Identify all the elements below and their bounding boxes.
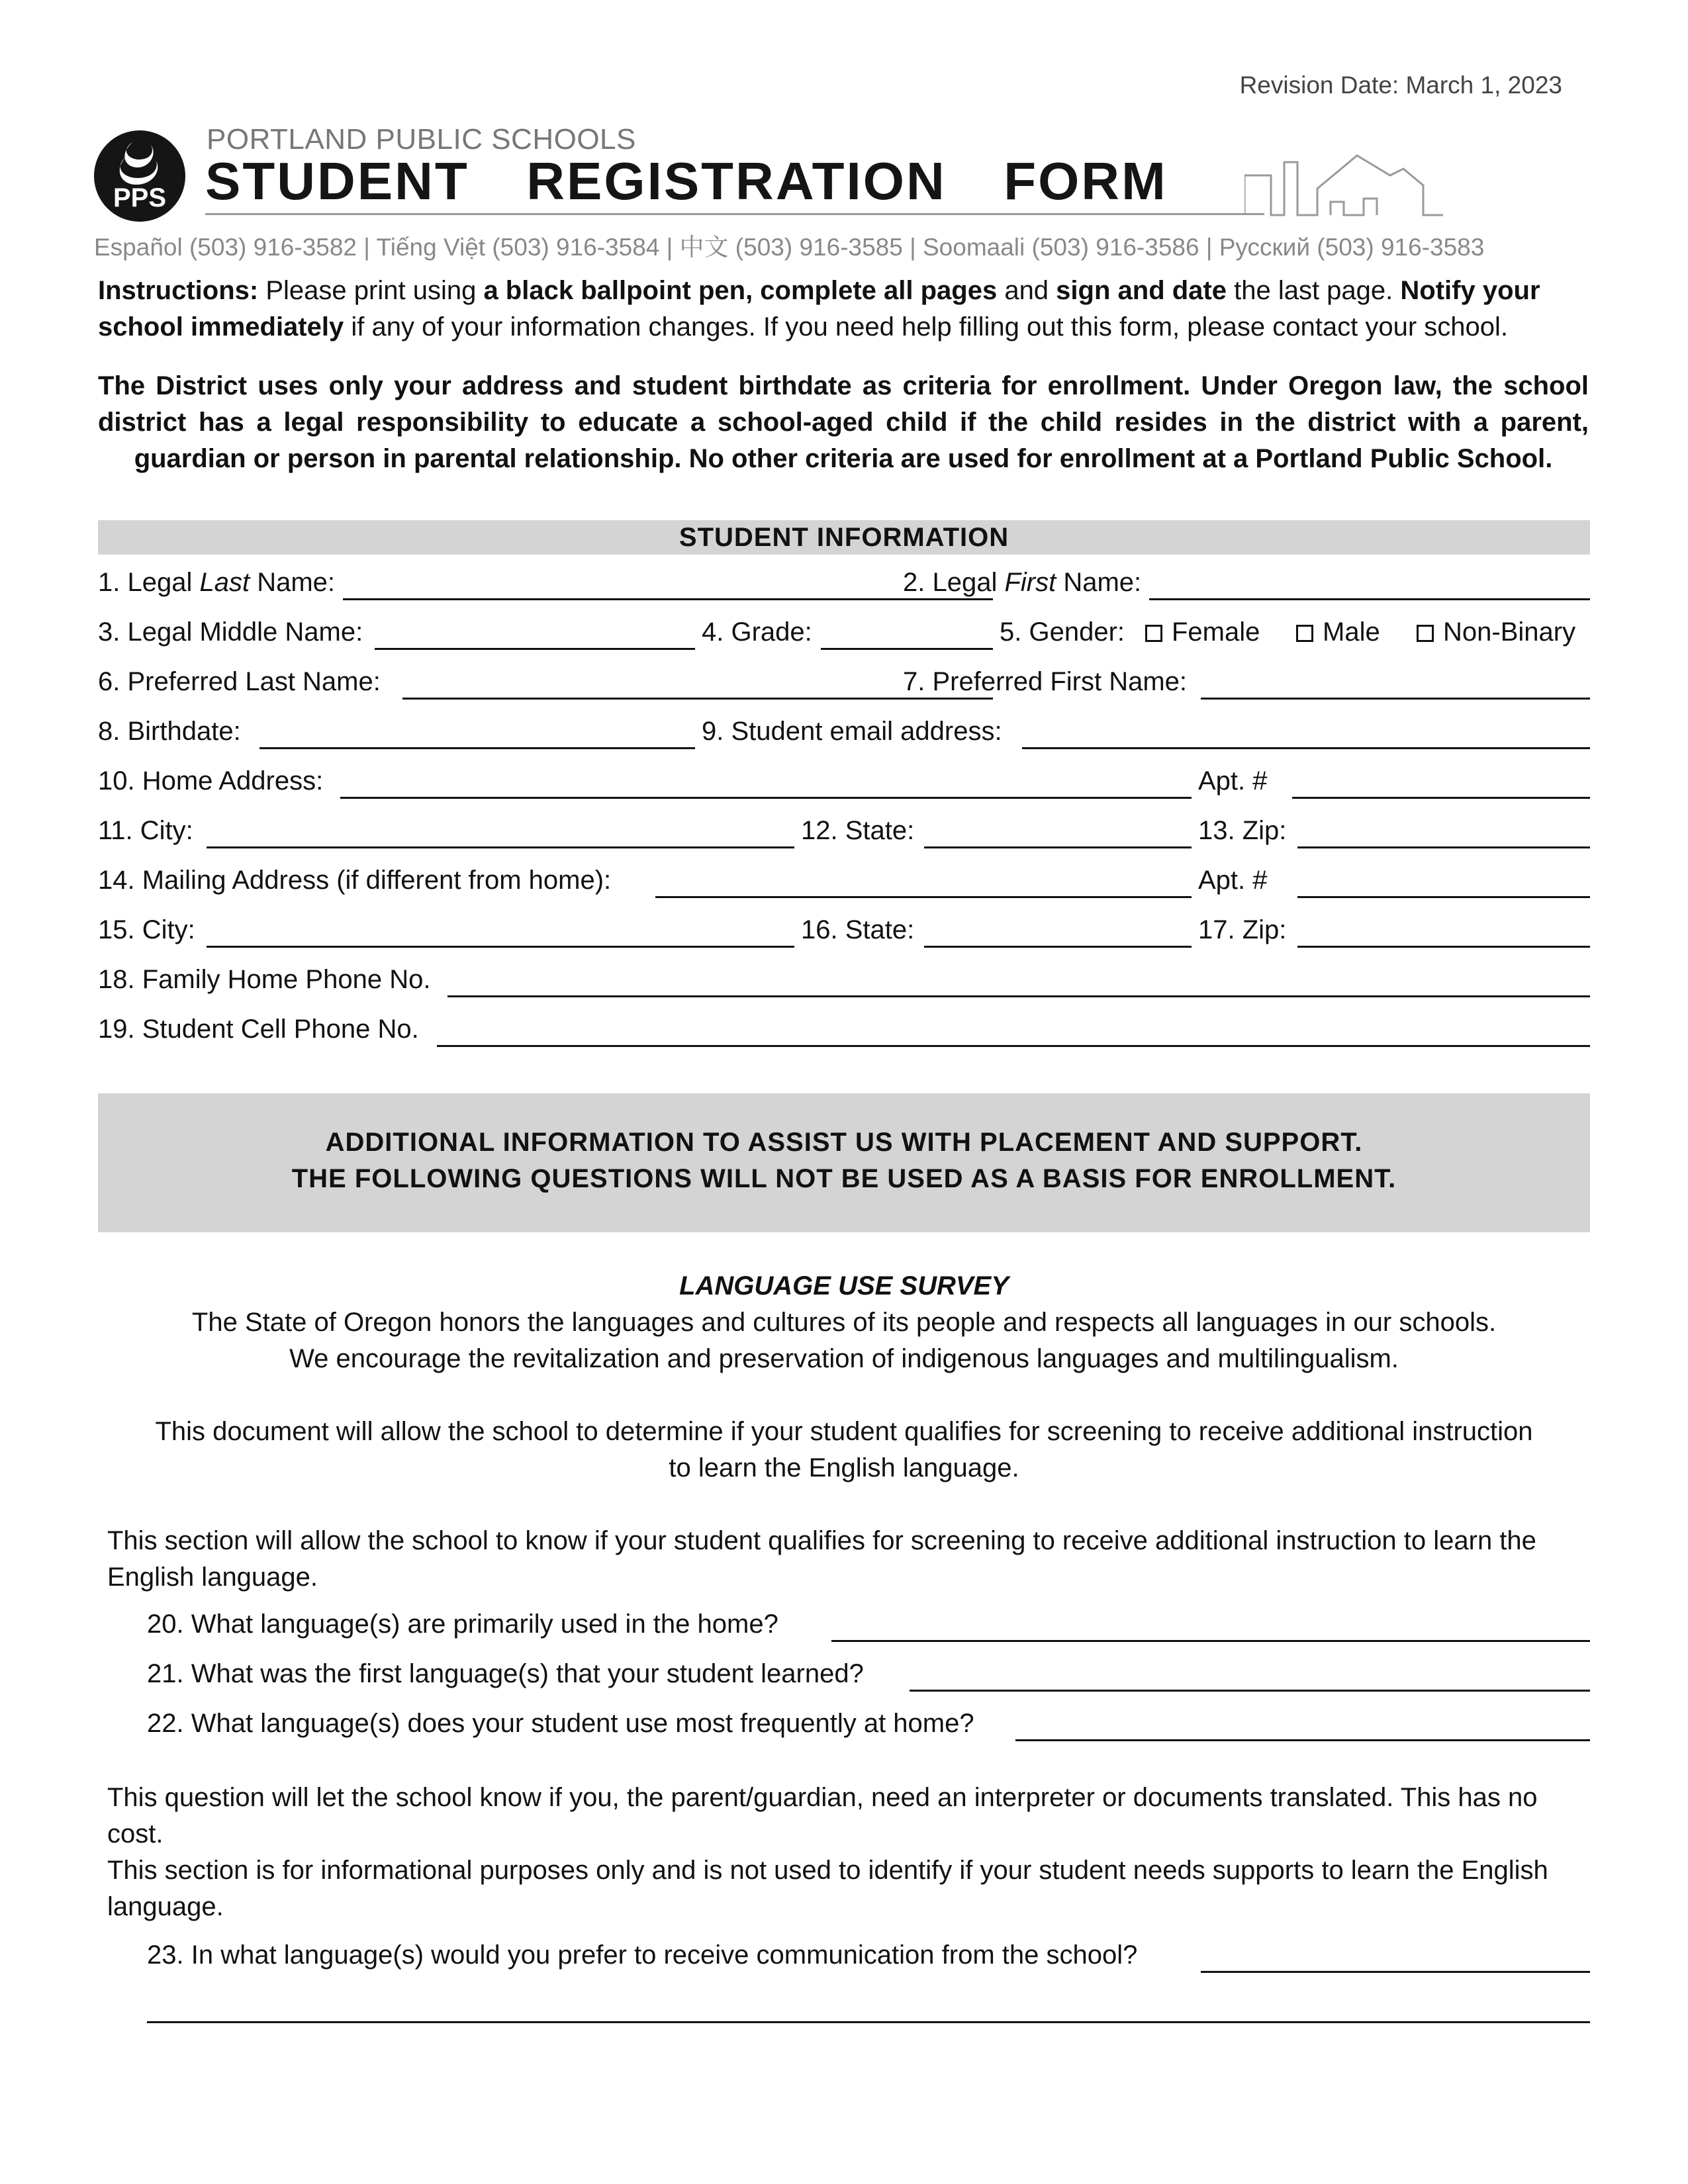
home-address-label: 10. Home Address:	[98, 766, 324, 796]
mailing-address-field[interactable]	[655, 896, 1192, 898]
instructions-text: and	[997, 276, 1056, 305]
q22-answer-field[interactable]	[1015, 1739, 1590, 1741]
checkbox-icon[interactable]	[1417, 625, 1434, 642]
language-phone-lines: Español (503) 916-3582 | Tiếng Việt (503) 916-3584 | 中文 (503) 916-3585 | Soomaali (503) 916-3586 | Русский (503) 916-3583	[94, 234, 1485, 261]
student-cell-phone-field[interactable]	[437, 1045, 1590, 1047]
row-mailing-address	[98, 866, 1590, 903]
org-name: PORTLAND PUBLIC SCHOOLS	[207, 123, 636, 156]
row-q20	[98, 1610, 1590, 1647]
logo-text: PPS	[113, 183, 167, 212]
home-zip-field[interactable]	[1297, 846, 1590, 848]
student-email-field[interactable]	[1022, 747, 1590, 749]
survey-intro-line-2: We encourage the revitalization and preservation of indigenous languages and multilingualism.	[289, 1344, 1399, 1373]
row-home-address	[98, 766, 1590, 803]
page-title: STUDENT REGISTRATION FORM	[205, 152, 1168, 210]
row-q23	[98, 1940, 1590, 1978]
mailing-apt-field[interactable]	[1297, 896, 1590, 898]
row-home-phone	[98, 965, 1590, 1002]
grade-field[interactable]	[821, 648, 993, 650]
checkbox-icon[interactable]	[1296, 625, 1313, 642]
mailing-apt-label: Apt. #	[1198, 866, 1268, 895]
gender-nonbinary-option[interactable]: Non-Binary	[1417, 617, 1575, 647]
instructions-label: Instructions:	[98, 276, 259, 305]
instructions-text: the last page.	[1226, 276, 1401, 305]
instructions-text: if any of your information changes. If you need help filling out this form, please contact your school.	[344, 312, 1508, 341]
enrollment-criteria-paragraph: The District uses only your address and student birthdate as criteria for enrollment. Under Oregon law, the school district has a legal responsibility to educate a school-aged child if the child resides in the district with a parent, guardian or person in parental relationship. No other criteria are used for enrollment at a Portland Public School.	[98, 371, 1589, 473]
q20-answer-field[interactable]	[831, 1640, 1590, 1642]
row-mailing-city-state-zip	[98, 915, 1590, 952]
document-purpose-line-2: to learn the English language.	[669, 1453, 1019, 1482]
birthdate-label: 8. Birthdate:	[98, 717, 241, 746]
row-preferred-names	[98, 667, 1590, 704]
instructions-emphasis: Notify your school immediately	[98, 276, 1540, 341]
legal-last-name-field[interactable]	[343, 598, 993, 600]
gender-label: 5. Gender:	[1000, 617, 1125, 647]
q23-answer-field-continued[interactable]	[147, 2021, 1590, 2023]
additional-info-line-2: THE FOLLOWING QUESTIONS WILL NOT BE USED AS A BASIS FOR ENROLLMENT.	[291, 1164, 1397, 1193]
row-q23-continued	[98, 1991, 1590, 2028]
preferred-last-name-label: 6. Preferred Last Name:	[98, 667, 381, 696]
legal-first-name-label: 2. Legal First Name:	[900, 568, 1144, 598]
birthdate-field[interactable]	[259, 747, 695, 749]
city-skyline-icon	[1244, 149, 1509, 228]
additional-info-banner	[98, 1093, 1590, 1232]
row-middle-grade-gender	[98, 617, 1590, 655]
informational-note: This section is for informational purposes only and is not used to identify if your student needs supports to learn the English language.	[107, 1856, 1548, 1921]
revision-date: Revision Date: March 1, 2023	[1239, 71, 1562, 99]
instructions-text: Please print using	[258, 276, 484, 305]
row-q21	[98, 1659, 1590, 1696]
interpreter-note: This question will let the school know if you, the parent/guardian, need an interpreter or documents translated. This has no cost.	[107, 1783, 1538, 1848]
student-cell-phone-label: 19. Student Cell Phone No.	[98, 1015, 419, 1044]
home-city-label: 11. City:	[98, 816, 193, 845]
survey-intro-line-1: The State of Oregon honors the languages and cultures of its people and respects all languages in our schools.	[191, 1308, 1497, 1337]
language-survey-title: LANGUAGE USE SURVEY	[679, 1271, 1009, 1300]
q22-label: 22. What language(s) does your student use most frequently at home?	[147, 1709, 974, 1738]
preferred-first-name-label: 7. Preferred First Name:	[900, 667, 1190, 697]
mailing-zip-field[interactable]	[1297, 946, 1590, 948]
home-state-field[interactable]	[924, 846, 1192, 848]
home-city-field[interactable]	[207, 846, 794, 848]
mailing-city-label: 15. City:	[98, 915, 195, 944]
gender-male-option[interactable]: Male	[1296, 617, 1380, 647]
family-home-phone-label: 18. Family Home Phone No.	[98, 965, 431, 994]
row-names	[98, 568, 1590, 605]
pps-logo	[94, 130, 185, 222]
student-info-heading: STUDENT INFORMATION	[98, 520, 1590, 555]
document-purpose-line-1: This document will allow the school to determine if your student qualifies for screening to receive additional instruction	[155, 1417, 1533, 1446]
row-cell-phone	[98, 1015, 1590, 1052]
q21-answer-field[interactable]	[910, 1690, 1590, 1692]
additional-info-line-1: ADDITIONAL INFORMATION TO ASSIST US WITH PLACEMENT AND SUPPORT.	[325, 1128, 1363, 1157]
mailing-city-field[interactable]	[207, 946, 794, 948]
instructions-emphasis: a black ballpoint pen, complete all pages	[483, 276, 998, 305]
legal-last-name-label: 1. Legal Last Name:	[98, 568, 336, 597]
q21-label: 21. What was the first language(s) that your student learned?	[147, 1659, 864, 1688]
grade-label: 4. Grade:	[702, 617, 812, 647]
home-apt-label: Apt. #	[1198, 766, 1268, 796]
section-purpose-text: This section will allow the school to know if your student qualifies for screening to receive additional instruction to learn the English language.	[107, 1526, 1536, 1592]
home-zip-label: 13. Zip:	[1198, 816, 1287, 845]
row-home-city-state-zip	[98, 816, 1590, 853]
mailing-address-label: 14. Mailing Address (if different from home):	[98, 866, 612, 895]
preferred-last-name-field[interactable]	[402, 698, 993, 700]
row-birthdate-email	[98, 717, 1590, 754]
home-apt-field[interactable]	[1292, 797, 1590, 799]
title-rule	[205, 213, 1264, 215]
student-email-label: 9. Student email address:	[702, 717, 1002, 746]
checkbox-icon[interactable]	[1145, 625, 1162, 642]
middle-name-field[interactable]	[375, 648, 695, 650]
q23-label: 23. In what language(s) would you prefer to receive communication from the school?	[147, 1940, 1138, 1970]
q20-label: 20. What language(s) are primarily used in the home?	[147, 1610, 778, 1639]
row-q22	[98, 1709, 1590, 1746]
middle-name-label: 3. Legal Middle Name:	[98, 617, 363, 647]
home-state-label: 12. State:	[801, 816, 915, 845]
gender-female-option[interactable]: Female	[1145, 617, 1260, 647]
instructions-paragraph	[98, 273, 1589, 345]
instructions-emphasis: sign and date	[1056, 276, 1227, 305]
mailing-zip-label: 17. Zip:	[1198, 915, 1287, 944]
q23-answer-field[interactable]	[1201, 1971, 1590, 1973]
mailing-state-field[interactable]	[924, 946, 1192, 948]
home-address-field[interactable]	[340, 797, 1192, 799]
preferred-first-name-field[interactable]	[1201, 698, 1590, 700]
legal-first-name-field[interactable]	[1149, 598, 1590, 600]
family-home-phone-field[interactable]	[447, 995, 1590, 997]
mailing-state-label: 16. State:	[801, 915, 915, 944]
